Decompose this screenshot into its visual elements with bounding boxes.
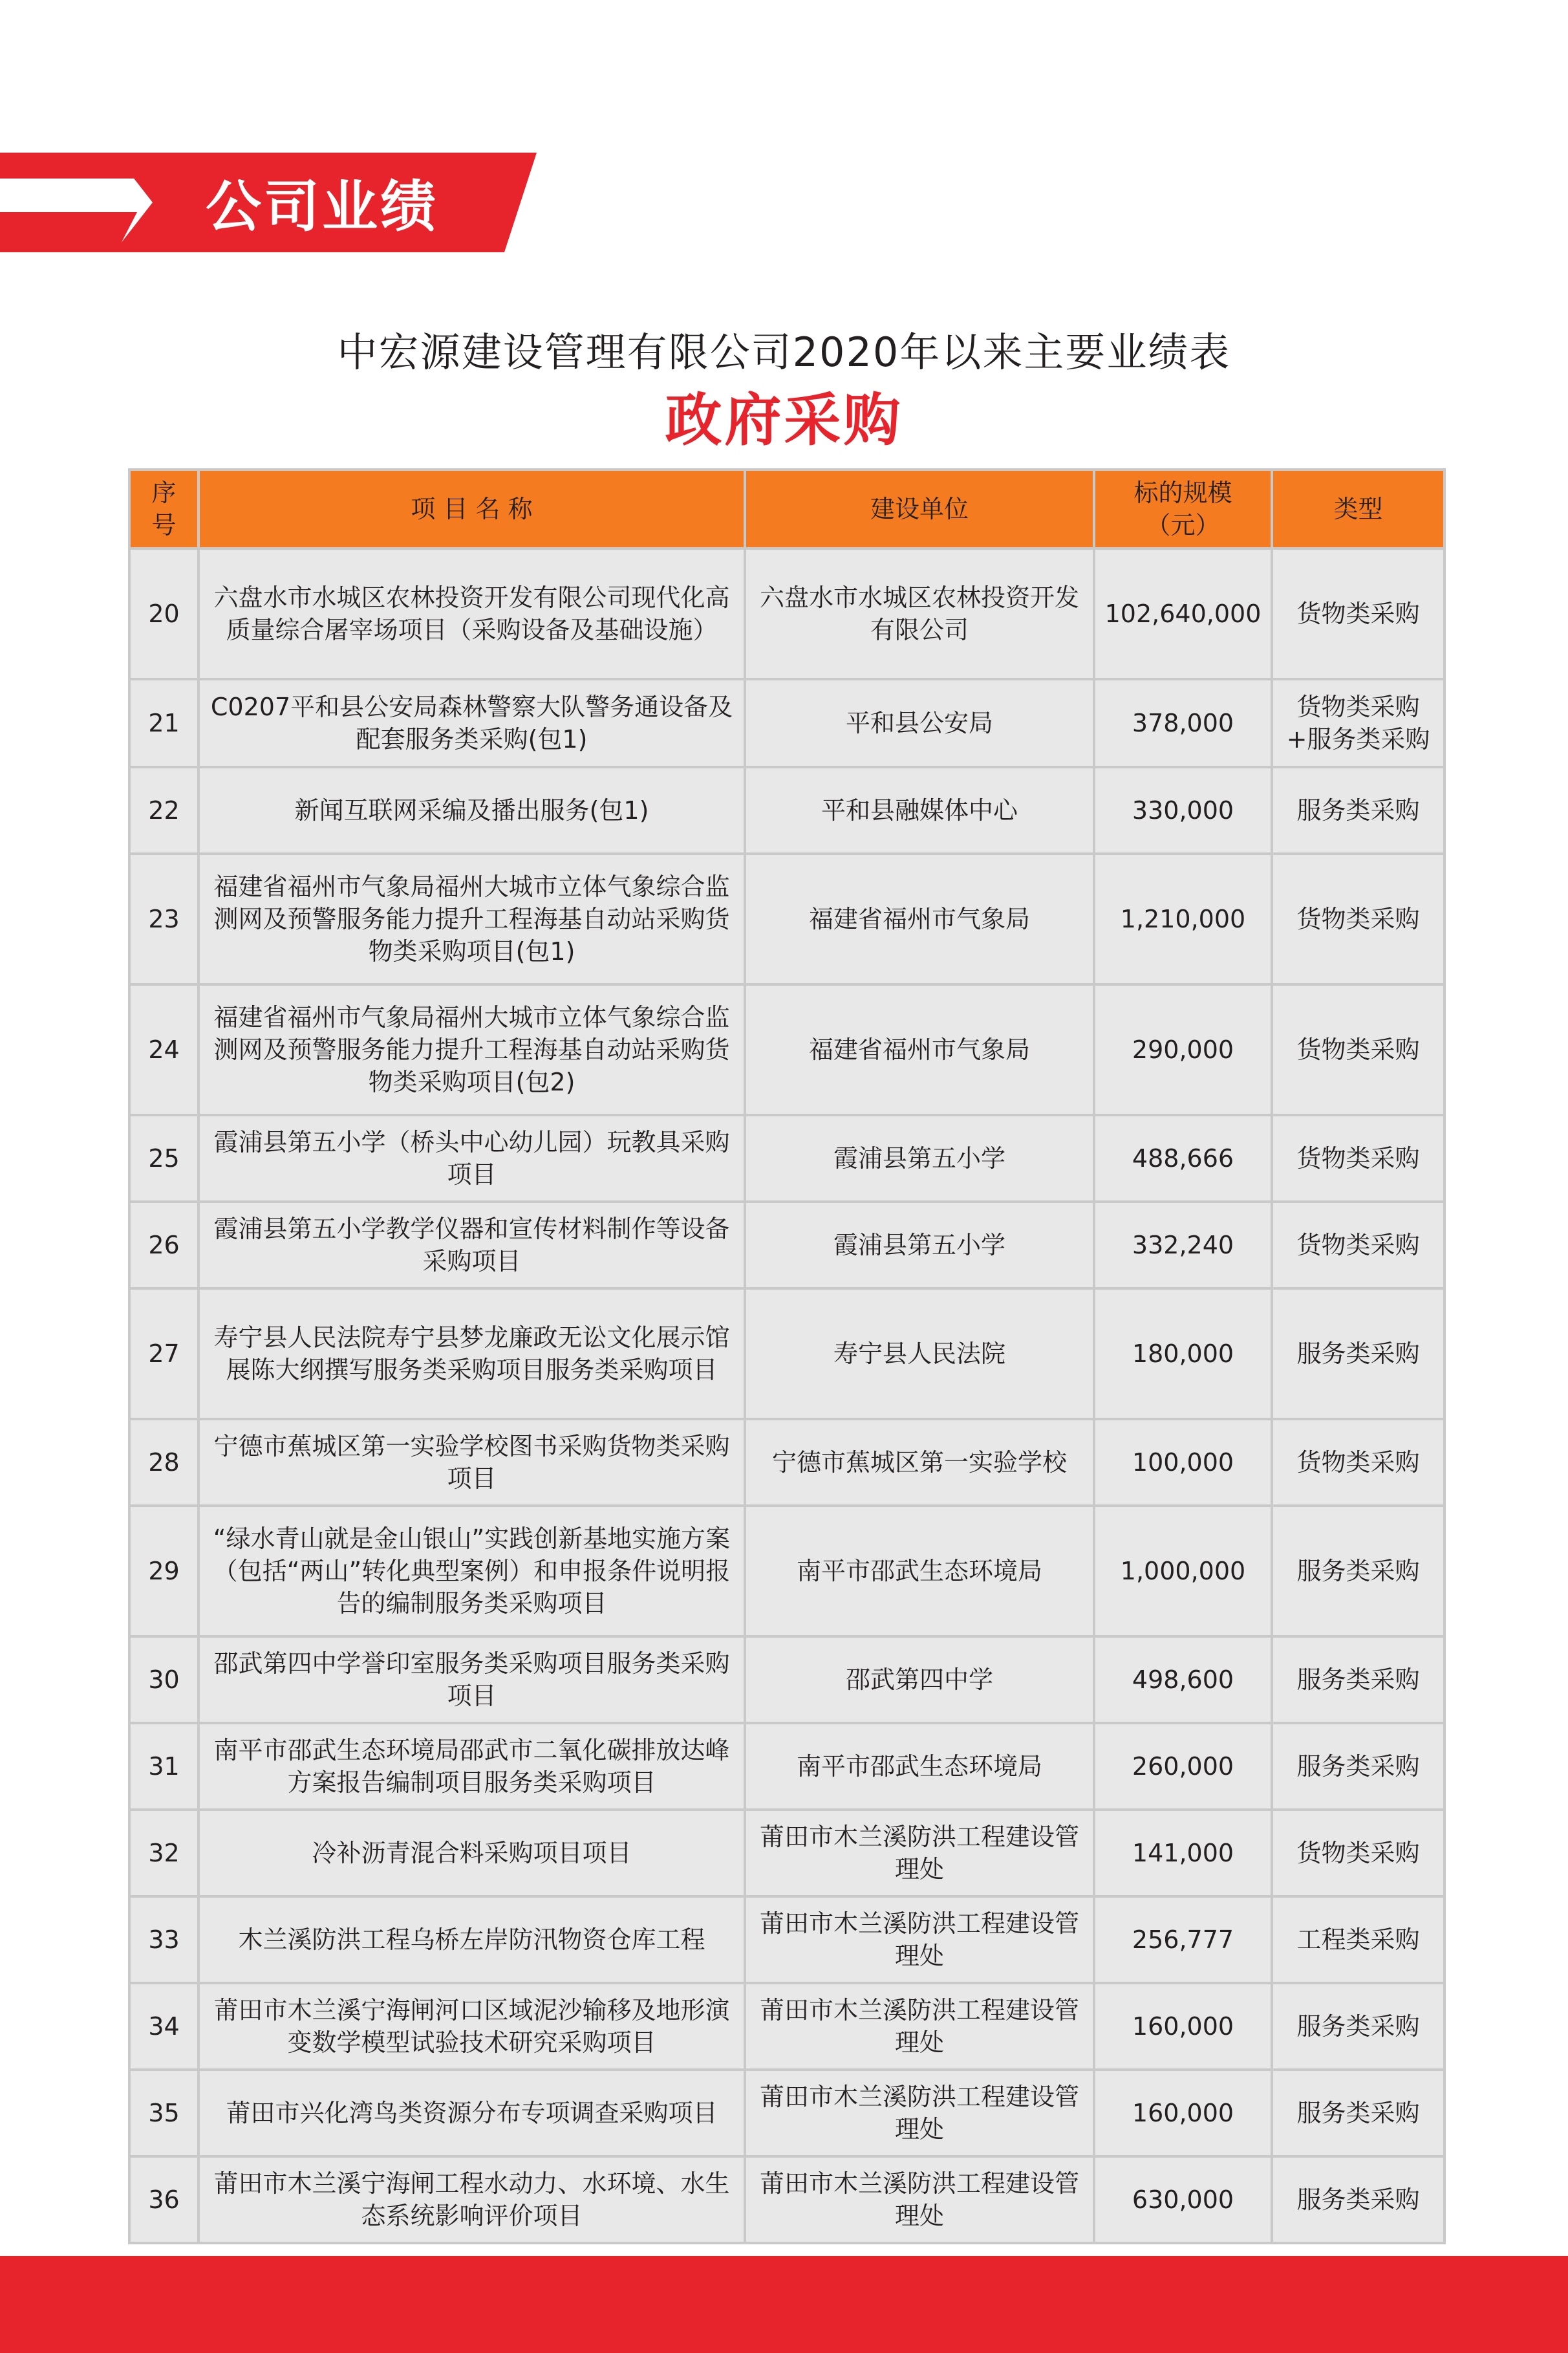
cell-amount: 498,600 bbox=[1094, 1636, 1272, 1723]
cell-construction-unit: 莆田市木兰溪防洪工程建设管理处 bbox=[745, 1983, 1094, 2070]
banner-stripe-top bbox=[0, 153, 137, 179]
cell-type: 货物类采购 bbox=[1272, 984, 1444, 1115]
cell-project-name: 莆田市木兰溪宁海闸工程水动力、水环境、水生态系统影响评价项目 bbox=[199, 2156, 745, 2243]
cell-amount: 256,777 bbox=[1094, 1896, 1272, 1983]
cell-project-name: 新闻互联网采编及播出服务(包1) bbox=[199, 767, 745, 854]
cell-project-name: 福建省福州市气象局福州大城市立体气象综合监测网及预警服务能力提升工程海基自动站采购货物类采购项目(包2) bbox=[199, 984, 745, 1115]
table-row bbox=[129, 1202, 1444, 1288]
cell-amount: 378,000 bbox=[1094, 679, 1272, 767]
cell-type: 货物类采购 bbox=[1272, 1810, 1444, 1896]
cell-construction-unit: 南平市邵武生态环境局 bbox=[745, 1723, 1094, 1810]
cell-amount: 1,000,000 bbox=[1094, 1506, 1272, 1636]
cell-construction-unit: 平和县公安局 bbox=[745, 679, 1094, 767]
cell-construction-unit: 莆田市木兰溪防洪工程建设管理处 bbox=[745, 2156, 1094, 2243]
cell-type: 货物类采购 bbox=[1272, 1202, 1444, 1288]
cell-no: 34 bbox=[129, 1983, 199, 2070]
cell-construction-unit: 六盘水市水城区农林投资开发有限公司 bbox=[745, 548, 1094, 679]
cell-type: 货物类采购 bbox=[1272, 854, 1444, 984]
cell-project-name: C0207平和县公安局森林警察大队警务通设备及配套服务类采购(包1) bbox=[199, 679, 745, 767]
table-row bbox=[129, 1288, 1444, 1419]
cell-no: 25 bbox=[129, 1115, 199, 1202]
cell-construction-unit: 霞浦县第五小学 bbox=[745, 1202, 1094, 1288]
cell-no: 24 bbox=[129, 984, 199, 1115]
cell-construction-unit: 霞浦县第五小学 bbox=[745, 1115, 1094, 1202]
table-row bbox=[129, 984, 1444, 1115]
cell-construction-unit: 莆田市木兰溪防洪工程建设管理处 bbox=[745, 1896, 1094, 1983]
cell-amount: 102,640,000 bbox=[1094, 548, 1272, 679]
table-row bbox=[129, 1723, 1444, 1810]
cell-amount: 160,000 bbox=[1094, 2070, 1272, 2156]
table-row bbox=[129, 1115, 1444, 1202]
performance-table bbox=[128, 468, 1446, 2244]
cell-project-name: “绿水青山就是金山银山”实践创新基地实施方案（包括“两山”转化典型案例）和申报条件说明报告的编制服务类采购项目 bbox=[199, 1506, 745, 1636]
cell-amount: 330,000 bbox=[1094, 767, 1272, 854]
banner-stripe-bottom bbox=[0, 212, 137, 252]
table-row bbox=[129, 854, 1444, 984]
cell-no: 36 bbox=[129, 2156, 199, 2243]
cell-construction-unit: 平和县融媒体中心 bbox=[745, 767, 1094, 854]
cell-amount: 260,000 bbox=[1094, 1723, 1272, 1810]
cell-no: 31 bbox=[129, 1723, 199, 1810]
table-row bbox=[129, 767, 1444, 854]
footer-bar bbox=[0, 2256, 1568, 2353]
cell-project-name: 福建省福州市气象局福州大城市立体气象综合监测网及预警服务能力提升工程海基自动站采购货物类采购项目(包1) bbox=[199, 854, 745, 984]
cell-project-name: 南平市邵武生态环境局邵武市二氧化碳排放达峰方案报告编制项目服务类采购项目 bbox=[199, 1723, 745, 1810]
cell-type: 服务类采购 bbox=[1272, 2070, 1444, 2156]
column-header-unit: 建设单位 bbox=[745, 470, 1094, 548]
cell-construction-unit: 南平市邵武生态环境局 bbox=[745, 1506, 1094, 1636]
column-header-amount bbox=[1094, 470, 1272, 548]
cell-type: 货物类采购 bbox=[1272, 1115, 1444, 1202]
table-row bbox=[129, 1896, 1444, 1983]
cell-project-name: 六盘水市水城区农林投资开发有限公司现代化高质量综合屠宰场项目（采购设备及基础设施） bbox=[199, 548, 745, 679]
column-header-type: 类型 bbox=[1272, 470, 1444, 548]
cell-construction-unit: 邵武第四中学 bbox=[745, 1636, 1094, 1723]
cell-type: 服务类采购 bbox=[1272, 767, 1444, 854]
cell-amount: 141,000 bbox=[1094, 1810, 1272, 1896]
cell-no: 26 bbox=[129, 1202, 199, 1288]
col-amount-line1: 标的规模 bbox=[1133, 479, 1232, 507]
table-row bbox=[129, 679, 1444, 767]
cell-amount: 630,000 bbox=[1094, 2156, 1272, 2243]
cell-type: 货物类采购+服务类采购 bbox=[1272, 679, 1444, 767]
table-body bbox=[129, 548, 1444, 2243]
col-no-line2: 号 bbox=[151, 511, 177, 539]
cell-construction-unit: 福建省福州市气象局 bbox=[745, 854, 1094, 984]
section-label: 公司业绩 bbox=[206, 175, 438, 239]
table-row bbox=[129, 548, 1444, 679]
cell-project-name: 冷补沥青混合料采购项目项目 bbox=[199, 1810, 745, 1896]
cell-no: 23 bbox=[129, 854, 199, 984]
cell-project-name: 木兰溪防洪工程乌桥左岸防汛物资仓库工程 bbox=[199, 1896, 745, 1983]
table-row bbox=[129, 1810, 1444, 1896]
cell-no: 28 bbox=[129, 1419, 199, 1506]
cell-type: 服务类采购 bbox=[1272, 1506, 1444, 1636]
cell-no: 29 bbox=[129, 1506, 199, 1636]
cell-type: 服务类采购 bbox=[1272, 1723, 1444, 1810]
col-amount-line2: （元） bbox=[1146, 511, 1220, 539]
table-row bbox=[129, 1636, 1444, 1723]
cell-amount: 488,666 bbox=[1094, 1115, 1272, 1202]
cell-construction-unit: 宁德市蕉城区第一实验学校 bbox=[745, 1419, 1094, 1506]
column-header-name: 项 目 名 称 bbox=[199, 470, 745, 548]
cell-amount: 180,000 bbox=[1094, 1288, 1272, 1419]
cell-no: 33 bbox=[129, 1896, 199, 1983]
cell-project-name: 宁德市蕉城区第一实验学校图书采购货物类采购项目 bbox=[199, 1419, 745, 1506]
cell-construction-unit: 莆田市木兰溪防洪工程建设管理处 bbox=[745, 1810, 1094, 1896]
cell-type: 服务类采购 bbox=[1272, 1288, 1444, 1419]
cell-amount: 290,000 bbox=[1094, 984, 1272, 1115]
cell-no: 20 bbox=[129, 548, 199, 679]
cell-construction-unit: 福建省福州市气象局 bbox=[745, 984, 1094, 1115]
cell-no: 35 bbox=[129, 2070, 199, 2156]
cell-type: 服务类采购 bbox=[1272, 1636, 1444, 1723]
table-header-row bbox=[129, 470, 1444, 548]
table-row bbox=[129, 1983, 1444, 2070]
cell-construction-unit: 寿宁县人民法院 bbox=[745, 1288, 1094, 1419]
table-row bbox=[129, 2156, 1444, 2243]
table-row bbox=[129, 1419, 1444, 1506]
cell-type: 工程类采购 bbox=[1272, 1896, 1444, 1983]
cell-project-name: 邵武第四中学誉印室服务类采购项目服务类采购项目 bbox=[199, 1636, 745, 1723]
cell-project-name: 莆田市兴化湾鸟类资源分布专项调查采购项目 bbox=[199, 2070, 745, 2156]
cell-construction-unit: 莆田市木兰溪防洪工程建设管理处 bbox=[745, 2070, 1094, 2156]
cell-project-name: 霞浦县第五小学教学仪器和宣传材料制作等设备采购项目 bbox=[199, 1202, 745, 1288]
cell-type: 货物类采购 bbox=[1272, 1419, 1444, 1506]
cell-amount: 160,000 bbox=[1094, 1983, 1272, 2070]
col-no-line1: 序 bbox=[151, 479, 177, 507]
cell-no: 30 bbox=[129, 1636, 199, 1723]
cell-project-name: 寿宁县人民法院寿宁县梦龙廉政无讼文化展示馆展陈大纲撰写服务类采购项目服务类采购项目 bbox=[199, 1288, 745, 1419]
cell-type: 货物类采购 bbox=[1272, 548, 1444, 679]
cell-no: 22 bbox=[129, 767, 199, 854]
table-row bbox=[129, 1506, 1444, 1636]
cell-type: 服务类采购 bbox=[1272, 1983, 1444, 2070]
cell-project-name: 霞浦县第五小学（桥头中心幼儿园）玩教具采购项目 bbox=[199, 1115, 745, 1202]
cell-project-name: 莆田市木兰溪宁海闸河口区域泥沙输移及地形演变数学模型试验技术研究采购项目 bbox=[199, 1983, 745, 2070]
cell-amount: 100,000 bbox=[1094, 1419, 1272, 1506]
cell-amount: 332,240 bbox=[1094, 1202, 1272, 1288]
cell-amount: 1,210,000 bbox=[1094, 854, 1272, 984]
table-row bbox=[129, 2070, 1444, 2156]
category-title: 政府采购 bbox=[665, 387, 903, 453]
page-title: 中宏源建设管理有限公司2020年以来主要业绩表 bbox=[337, 329, 1231, 376]
cell-no: 21 bbox=[129, 679, 199, 767]
cell-no: 27 bbox=[129, 1288, 199, 1419]
cell-no: 32 bbox=[129, 1810, 199, 1896]
cell-type: 服务类采购 bbox=[1272, 2156, 1444, 2243]
column-header-no bbox=[129, 470, 199, 548]
